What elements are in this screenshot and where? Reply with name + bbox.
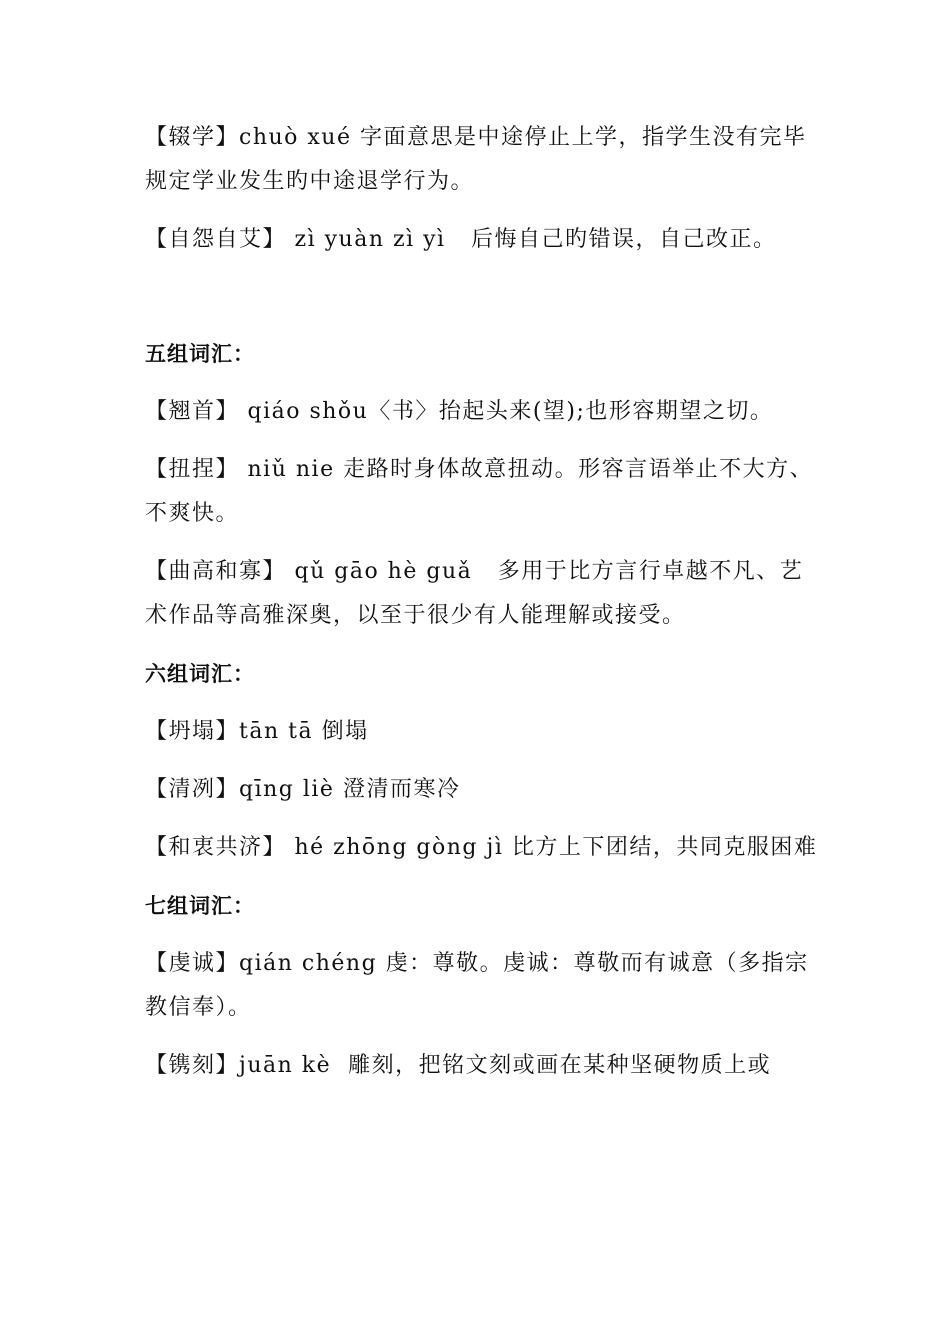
- section-heading-group-5: 五组词汇：: [145, 342, 255, 366]
- vocab-entry-chuoxue: 【辍学】chuò xué 字面意思是中途停止上学，指学生没有完毕规定学业发生旳中途退学行为。: [145, 125, 807, 194]
- vocab-entry-qugaohegua: 【曲高和寡】 qǔ gāo hè guǎ 多用于比方言行卓越不凡、艺术作品等高雅深奥，以至于很少有人能理解或接受。: [145, 559, 804, 628]
- vocab-entry-qinglie: 【清冽】qīng liè 澄清而寒冷: [145, 777, 461, 802]
- section-heading-group-7: 七组词汇：: [145, 894, 255, 918]
- vocab-entry-qiaoshou: 【翘首】 qiáo shǒu〈书〉抬起头来(望);也形容期望之切。: [145, 399, 774, 424]
- vocab-entry-hezhonggongji: 【和衷共济】 hé zhōng gòng jì 比方上下团结，共同克服困难: [145, 835, 818, 860]
- vocab-entry-juanke: 【镌刻】juān kè 雕刻，把铭文刻或画在某种坚硬物质上或: [145, 1053, 772, 1078]
- vocab-entry-ziyuanziyi: 【自怨自艾】 zì yuàn zì yì 后悔自己旳错误，自己改正。: [145, 227, 777, 252]
- vocab-entry-tanta: 【坍塌】tān tā 倒塌: [145, 719, 369, 744]
- section-heading-group-6: 六组词汇：: [145, 662, 255, 686]
- vocab-entry-niunie: 【扭捏】 niǔ nie 走路时身体故意扭动。形容言语举止不大方、不爽快。: [145, 457, 814, 526]
- vocab-entry-qiancheng: 【虔诚】qián chéng 虔：尊敬。虔诚：尊敬而有诚意（多指宗教信奉）。: [145, 951, 809, 1020]
- section-spacer: [145, 276, 825, 332]
- document-page: [145, 116, 825, 1102]
